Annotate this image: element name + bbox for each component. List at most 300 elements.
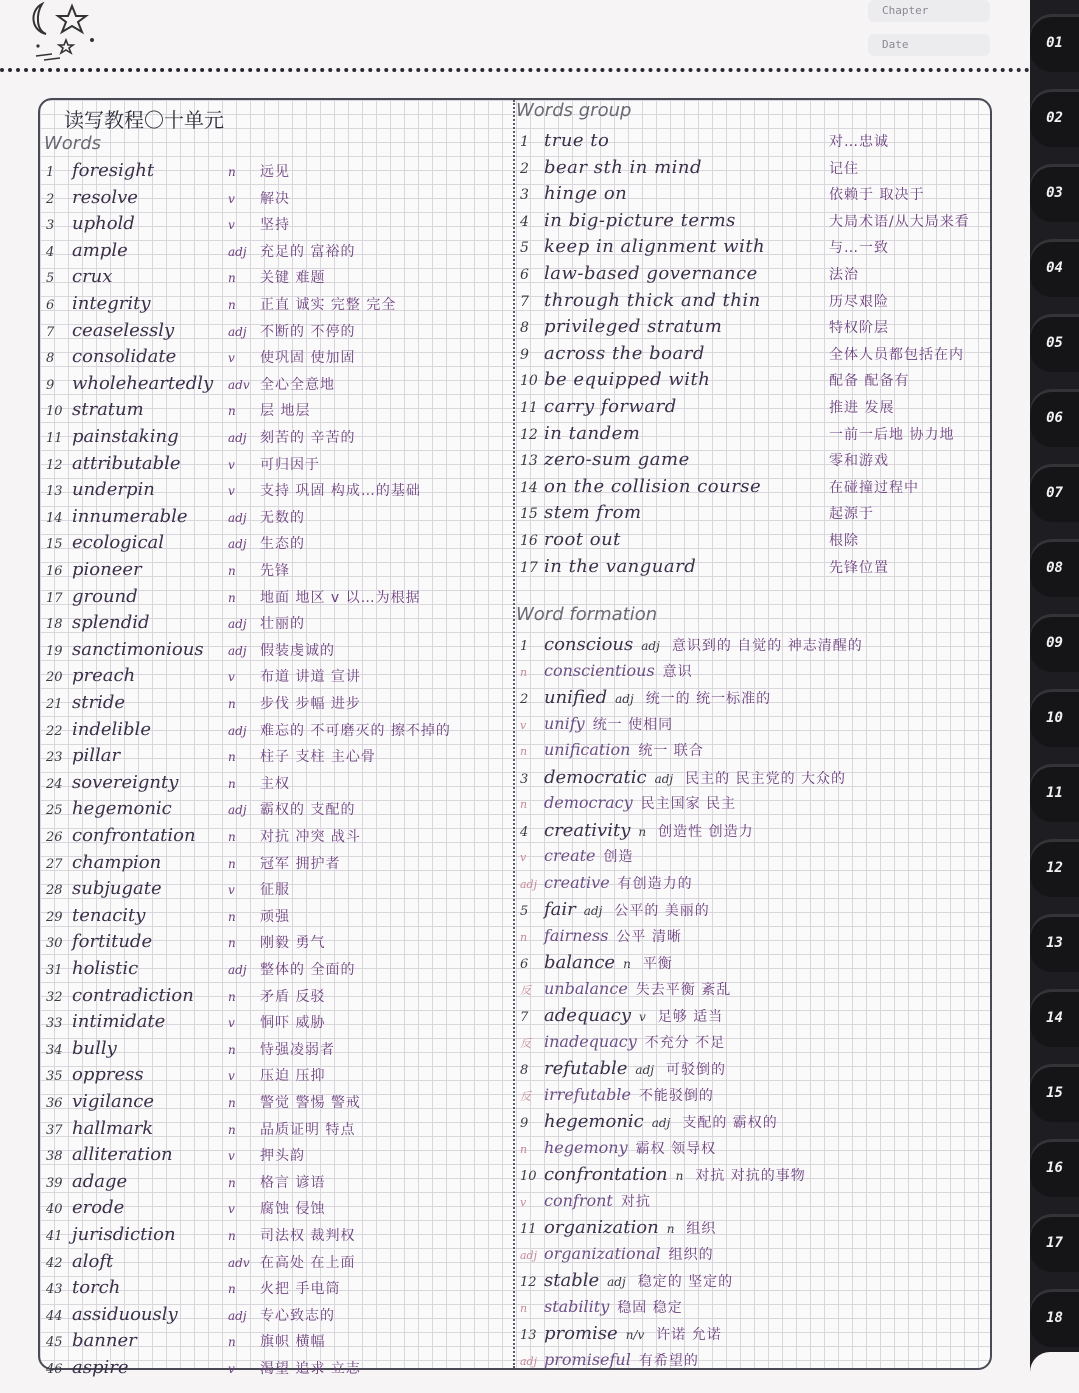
word-number: 42 [46,1255,63,1271]
word-pos: n [228,1122,236,1137]
group-number: 6 [520,267,529,283]
formation-row [516,1323,722,1349]
formation-word: adequacy [544,1005,632,1026]
chapter-tab[interactable]: 12 [1030,839,1079,897]
word-pos: v [228,351,235,366]
word-number: 18 [46,617,63,633]
formation-word: fairness [544,925,609,945]
group-number: 10 [520,373,538,390]
word-row [42,878,290,904]
word-number: 40 [46,1202,63,1218]
word-number: 2 [46,191,55,207]
word-row [42,559,290,585]
word-pos: v [228,484,235,499]
chapter-tab[interactable]: 02 [1030,89,1079,147]
word-pos: adj [228,803,247,818]
word-meaning: 火把 手电筒 [260,1281,341,1298]
word-row [42,240,355,266]
formation-word: creativity [544,819,631,841]
word-row [42,639,335,665]
formation-meaning: 对抗 对抗的事物 [695,1168,806,1184]
word-meaning: 恫吓 威胁 [260,1015,326,1032]
word-pos: n [228,271,236,286]
word-term: intimidate [72,1011,166,1033]
formation-number: 12 [520,1275,537,1290]
chapter-tab[interactable]: 03 [1030,164,1079,222]
formation-word: promiseful [544,1349,631,1369]
chapter-tab[interactable]: 09 [1030,614,1079,672]
formation-row [516,952,673,978]
group-phrase: true to [544,130,610,151]
word-term: stratum [72,399,144,421]
group-number: 1 [520,134,529,150]
word-number: 7 [46,324,55,340]
word-meaning: 腐蚀 侵蚀 [260,1201,326,1218]
group-row [516,183,924,209]
group-row [516,396,894,422]
word-meaning: 地面 地区 v 以…为根据 [260,589,421,606]
word-number: 12 [46,457,63,473]
word-term: alliteration [72,1144,173,1166]
formation-number: n [520,1301,528,1315]
word-row [42,772,290,798]
word-pos: n [228,1175,236,1190]
word-number: 34 [46,1042,63,1058]
word-number: 28 [46,883,63,899]
word-row [42,798,355,824]
formation-number: n [520,930,528,944]
formation-meaning: 创造性 创造力 [658,823,754,840]
formation-meaning: 对抗 [620,1193,651,1210]
word-term: oppress [72,1064,144,1086]
group-row [516,316,889,342]
formation-row [516,1350,699,1376]
word-meaning: 品质证明 特点 [260,1121,356,1138]
word-row [42,453,320,479]
word-term: resolve [72,186,138,208]
word-term: bully [72,1037,117,1059]
word-row [42,745,376,771]
formation-pos: n/v [625,1328,645,1342]
formation-number: 10 [520,1169,537,1184]
formation-number: 1 [520,639,529,654]
formation-meaning: 创造 [603,849,634,865]
word-pos: v [228,1362,235,1376]
formation-meaning: 民主的 民主党的 大众的 [685,770,847,787]
word-number: 33 [46,1016,63,1032]
formation-number: v [520,718,527,732]
word-meaning: 充足的 富裕的 [260,243,356,260]
formation-word: democratic [544,766,647,788]
word-number: 32 [46,989,63,1005]
formation-word: stability [544,1296,610,1316]
word-term: torch [72,1277,121,1299]
word-row [42,958,355,984]
formation-pos: adj [654,771,674,786]
chapter-tab[interactable]: 04 [1030,239,1079,297]
chapter-tab[interactable]: 05 [1030,314,1079,372]
group-heading: Words group [516,100,632,121]
group-meaning: 对…忠诚 [829,134,889,150]
word-number: 16 [46,564,63,579]
word-meaning: 全心全意地 [260,376,335,393]
formation-word: democracy [544,793,633,812]
word-pos: v [228,883,235,898]
group-row [516,502,874,528]
word-meaning: 不断的 不停的 [260,323,356,340]
word-pos: adv [228,1255,250,1270]
word-number: 20 [46,670,63,686]
formation-meaning: 稳定的 坚定的 [637,1274,734,1290]
word-pos: adj [228,963,247,977]
word-term: ample [72,239,128,261]
word-number: 17 [46,590,63,606]
word-row [42,532,305,558]
word-pos: adj [228,244,247,259]
formation-number: 6 [520,957,529,972]
word-row [42,399,310,425]
word-meaning: 层 地层 [260,403,311,420]
word-row [42,1038,335,1064]
formation-word: irrefutable [544,1084,631,1104]
word-pos: v [228,1016,235,1031]
word-row [42,1224,355,1250]
formation-row [516,714,673,740]
formation-meaning: 民主国家 民主 [640,796,737,812]
formation-row [516,899,710,925]
formation-word: conscious [544,634,634,655]
chapter-tab[interactable]: 14 [1030,989,1079,1047]
group-phrase: keep in alignment with [544,236,766,258]
word-number: 13 [46,484,63,500]
formation-word: refutable [544,1058,628,1079]
formation-word: unified [544,687,608,708]
chapter-tab[interactable]: 07 [1030,464,1079,522]
word-pos: n [228,404,236,419]
date-label: Date [882,38,909,51]
group-number: 14 [520,479,538,496]
word-row [42,612,305,638]
group-row [516,369,909,395]
formation-row [516,740,704,766]
word-meaning: 在高处 在上面 [260,1254,356,1271]
word-number: 46 [46,1362,63,1377]
formation-meaning: 不充分 不足 [644,1034,726,1051]
formation-number: 反 [520,1036,531,1050]
word-meaning: 正直 诚实 完整 完全 [260,297,397,313]
words-heading: Words [44,133,102,154]
word-meaning: 警觉 警惕 警戒 [260,1095,361,1111]
word-number: 25 [46,803,63,819]
word-pos: v [228,191,235,206]
group-phrase: be equipped with [544,369,711,391]
group-phrase: on the collision course [544,475,762,497]
word-number: 39 [46,1175,63,1191]
word-term: hegemonic [72,798,172,820]
chapter-tab[interactable]: 11 [1030,764,1079,822]
group-meaning: 记住 [829,160,859,177]
group-meaning: 依赖于 取决于 [829,187,925,204]
group-number: 8 [520,320,529,337]
group-row [516,263,859,289]
word-pos: n [228,989,236,1004]
word-pos: adj [228,324,247,339]
word-pos: v [228,1202,235,1217]
word-row [42,373,335,399]
group-number: 4 [520,213,529,230]
group-meaning: 根除 [829,533,859,549]
group-number: 7 [520,293,529,310]
group-meaning: 特权阶层 [829,320,889,337]
group-meaning: 历尽艰险 [829,293,889,310]
formation-word: promise [544,1323,618,1344]
word-pos: n [228,776,236,791]
word-row [42,479,421,505]
word-pos: adj [228,1308,247,1323]
formation-heading: Word formation [516,604,658,625]
formation-meaning: 统一 使相同 [592,716,674,733]
word-row [42,346,355,372]
chapter-tab[interactable]: 08 [1030,539,1079,597]
word-meaning: 冠军 拥护者 [260,855,341,872]
word-term: tenacity [72,904,146,926]
group-phrase: privileged stratum [544,316,723,338]
formation-word: hegemonic [544,1111,644,1132]
formation-meaning: 组织 [686,1221,717,1237]
formation-meaning: 足够 适当 [657,1009,724,1025]
formation-row [516,1191,651,1217]
word-pos: n [228,1335,236,1350]
word-term: pillar [72,745,121,767]
group-phrase: in tandem [544,422,641,444]
formation-row [516,1032,725,1058]
word-term: fortitude [72,931,153,953]
word-row [42,1330,325,1356]
word-term: vigilance [72,1091,155,1112]
word-row [42,1064,325,1090]
word-term: innumerable [72,505,188,527]
word-number: 6 [46,298,55,313]
group-row [516,529,859,555]
group-meaning: 大局术语/从大局来看 [829,213,970,230]
formation-row [516,793,736,819]
word-row [42,506,305,532]
formation-pos: adj [651,1116,671,1130]
group-meaning: 法治 [829,267,859,283]
chapter-tab[interactable]: 15 [1030,1064,1079,1122]
formation-row [516,1217,716,1243]
word-meaning: 难忘的 不可磨灭的 擦不掉的 [260,722,451,739]
formation-pos: adj [583,904,603,918]
formation-row [516,1085,714,1111]
formation-row [516,661,693,687]
formation-meaning: 组织的 [668,1246,714,1263]
formation-row [516,1244,714,1270]
group-number: 5 [520,240,529,257]
formation-pos: adj [641,639,660,653]
word-term: consolidate [72,346,177,368]
word-term: ceaselessly [72,319,175,341]
word-term: champion [72,851,162,873]
word-term: adage [72,1170,128,1192]
word-term: splendid [72,612,150,634]
column-divider [513,100,515,1368]
word-row [42,665,361,691]
formation-number: 4 [520,824,529,840]
formation-meaning: 统一的 统一标准的 [645,691,772,707]
formation-pos: v [639,1010,646,1024]
formation-number: v [520,1195,527,1209]
word-row [42,187,290,213]
word-meaning: 刚毅 勇气 [260,935,326,952]
word-row [42,931,325,957]
word-row [42,160,290,186]
word-row [42,1357,361,1383]
word-term: assiduously [72,1303,178,1325]
formation-meaning: 公平的 美丽的 [614,903,710,919]
word-row [42,320,355,346]
group-phrase: in big-picture terms [544,209,736,231]
word-meaning: 解决 [260,190,290,207]
word-term: uphold [72,213,135,235]
formation-number: adj [520,1354,538,1368]
group-meaning: 起源于 [829,506,874,523]
word-pos: adj [228,643,247,658]
formation-word: create [544,846,596,865]
word-number: 44 [46,1308,63,1324]
formation-row [516,1297,683,1323]
word-pos: v [228,670,235,685]
word-term: jurisdiction [72,1224,176,1245]
formation-number: 9 [520,1116,529,1131]
group-meaning: 全体人员都包括在内 [829,346,964,363]
group-number: 11 [520,400,538,416]
formation-meaning: 意识 [662,663,693,680]
word-pos: n [228,590,236,605]
formation-pos: adj [607,1275,626,1289]
formation-meaning: 可驳倒的 [665,1062,726,1078]
word-meaning: 霸权的 支配的 [260,802,356,819]
word-pos: n [228,298,236,312]
formation-word: confront [544,1190,613,1210]
group-phrase: carry forward [544,396,677,417]
group-row [516,476,919,502]
word-meaning: 步伐 步幅 进步 [260,696,361,712]
group-phrase: in the vanguard [544,555,697,577]
word-term: stride [72,692,126,713]
word-pos: adj [228,723,247,738]
formation-number: n [520,745,528,758]
chapter-tab[interactable]: 10 [1030,689,1079,747]
formation-number: n [520,1142,528,1156]
group-number: 16 [520,533,538,549]
word-meaning: 押头韵 [260,1148,305,1165]
word-meaning: 旗帜 横幅 [260,1334,326,1351]
word-pos: adj [228,617,247,632]
word-number: 23 [46,750,63,766]
formation-meaning: 许诺 允诺 [656,1327,722,1343]
word-meaning: 司法权 裁判权 [260,1228,356,1244]
group-number: 9 [520,346,529,363]
formation-row [516,634,863,660]
formation-word: unify [544,713,585,733]
word-number: 4 [46,244,55,260]
formation-row [516,1164,806,1190]
group-phrase: bear sth in mind [544,156,703,178]
word-row [42,586,421,612]
formation-row [516,1138,716,1164]
formation-meaning: 霸权 领导权 [635,1140,717,1157]
tab-strip-cap [1030,1352,1079,1393]
word-meaning: 假装虔诚的 [260,642,335,659]
chapter-tab[interactable]: 13 [1030,914,1079,972]
chapter-tab-strip [1030,0,1079,1393]
word-pos: n [228,830,236,844]
word-meaning: 无数的 [260,509,305,526]
word-pos: n [228,750,236,765]
word-pos: adv [228,377,250,392]
word-meaning: 壮丽的 [260,616,305,633]
word-number: 10 [46,404,63,420]
group-meaning: 一前一后地 协力地 [829,426,955,443]
group-row [516,130,889,156]
formation-word: conscientious [544,660,655,680]
word-number: 35 [46,1069,63,1085]
formation-word: organization [544,1217,659,1238]
group-phrase: zero-sum game [544,449,690,471]
formation-row [516,687,771,713]
word-term: contradiction [72,984,194,1006]
word-term: ground [72,585,138,607]
formation-meaning: 统一 联合 [638,743,704,759]
word-term: foresight [72,160,155,181]
group-phrase: hinge on [544,183,628,205]
word-meaning: 征服 [260,882,290,899]
word-term: underpin [72,479,155,501]
formation-meaning: 意识到的 自觉的 神志清醒的 [671,638,863,654]
formation-number: 11 [520,1222,537,1237]
formation-row [516,979,731,1005]
chapter-tab[interactable]: 17 [1030,1214,1079,1272]
word-meaning: 对抗 冲突 战斗 [260,829,361,845]
word-pos: n [228,697,236,711]
group-row [516,449,889,475]
word-term: subjugate [72,878,162,900]
chapter-tab[interactable]: 01 [1030,14,1079,72]
word-meaning: 矛盾 反驳 [260,988,326,1005]
word-number: 9 [46,377,55,393]
word-meaning: 整体的 全面的 [260,962,356,978]
formation-pos: n [638,824,647,839]
group-number: 2 [520,160,529,177]
word-number: 31 [46,963,63,978]
formation-number: v [520,851,527,864]
word-term: preach [72,665,136,687]
word-term: painstaking [72,426,179,447]
formation-number: 13 [520,1328,537,1343]
chapter-tab[interactable]: 18 [1030,1289,1079,1347]
formation-number: n [520,798,528,811]
chapter-tab[interactable]: 06 [1030,389,1079,447]
word-meaning: 先锋 [260,563,290,579]
word-number: 21 [46,697,63,712]
word-number: 38 [46,1149,63,1165]
chapter-tab[interactable]: 16 [1030,1139,1079,1197]
formation-word: fair [544,899,576,920]
chapter-label: Chapter [882,4,929,17]
word-meaning: 顽强 [260,908,290,925]
word-term: integrity [72,293,151,314]
